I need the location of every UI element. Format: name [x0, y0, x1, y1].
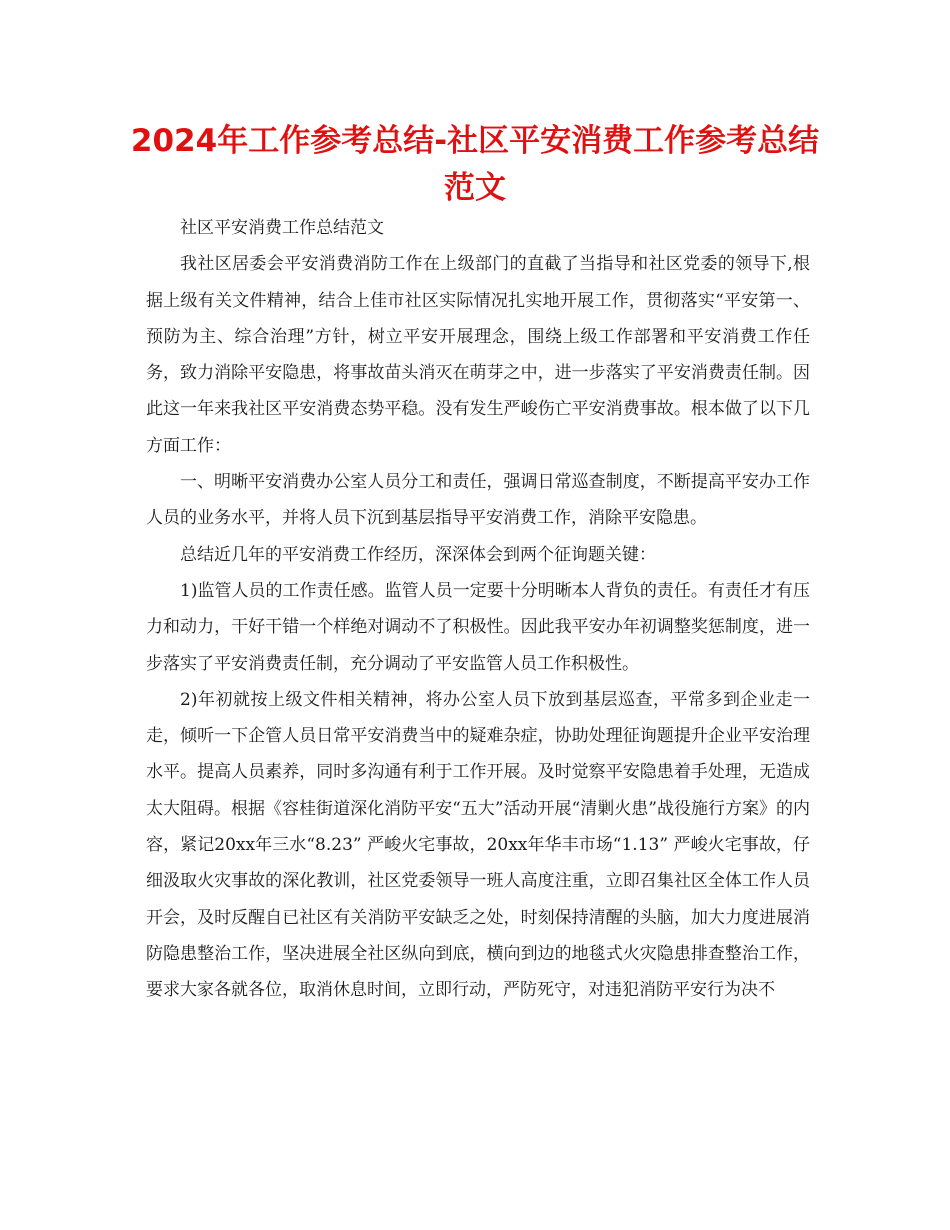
paragraph-section-one: 一、明晰平安消费办公室人员分工和责任，强调日常巡查制度，不断提高平安办工作人员的业务水平，并将人员下沉到基层指导平安消费工作，消除平安隐患。 [146, 472, 810, 529]
document-title: 2024年工作参考总结-社区平安消费工作参考总结范文 [130, 123, 820, 206]
paragraph-point-one: 1)监管人员的工作责任感。监管人员一定要十分明晰本人背负的责任。有责任才有压力和动力，干好干错一个样绝对调动不了积极性。因此我平安办年初调整奖惩制度，进一步落实了平安消费责任制，充分调动了平安监管人员工作积极性。 [146, 580, 810, 674]
paragraph-intro: 我社区居委会平安消费消防工作在上级部门的直截了当指导和社区党委的领导下,根据上级有关文件精神，结合上佳市社区实际情况扎实地开展工作，贯彻落实“平安第一、预防为主、综合治理”方针，树立平安开展理念，围绕上级工作部署和平安消费工作任务，致力消除平安隐患，将事故苗头消灭在萌芽之中，进一步落实了平安消费责任制。因此这一年来我社区平安消费态势平稳。没有发生严峻伤亡平安消费事故。根本做了以下几方面工作： [146, 254, 810, 456]
document-body [146, 210, 810, 1009]
paragraph-summary: 总结近几年的平安消费工作经历，深深体会到两个征询题关键： [180, 544, 656, 565]
paragraph-point-two: 2)年初就按上级文件相关精神，将办公室人员下放到基层巡查，平常多到企业走一走，倾听一下企管人员日常平安消费当中的疑难杂症，协助处理征询题提升企业平安治理水平。提高人员素养，同时多沟通有利于工作开展。及时觉察平安隐患着手处理，无造成太大阻碍。根据《容桂街道深化消防平安“五大”活动开展“清剿火患”战役施行方案》的内容，紧记20xx年三水“8.23” 严峻火宅事故，20xx年华丰市场“1.13” 严峻火宅事故，仔细汲取火灾事故的深化教训，社区党委领导一班人高度注重，立即召集社区全体工作人员开会，及时反醒自已社区有关消防平安缺乏之处，时刻保持清醒的头脑，加大力度进展消防隐患整治工作，坚决进展全社区纵向到底，横向到边的地毯式火灾隐患排查整治工作，要求大家各就各位，取消休息时间，立即行动，严防死守，对违犯消防平安行为决不 [146, 689, 810, 1001]
document-subtitle: 社区平安消费工作总结范文 [180, 218, 384, 238]
